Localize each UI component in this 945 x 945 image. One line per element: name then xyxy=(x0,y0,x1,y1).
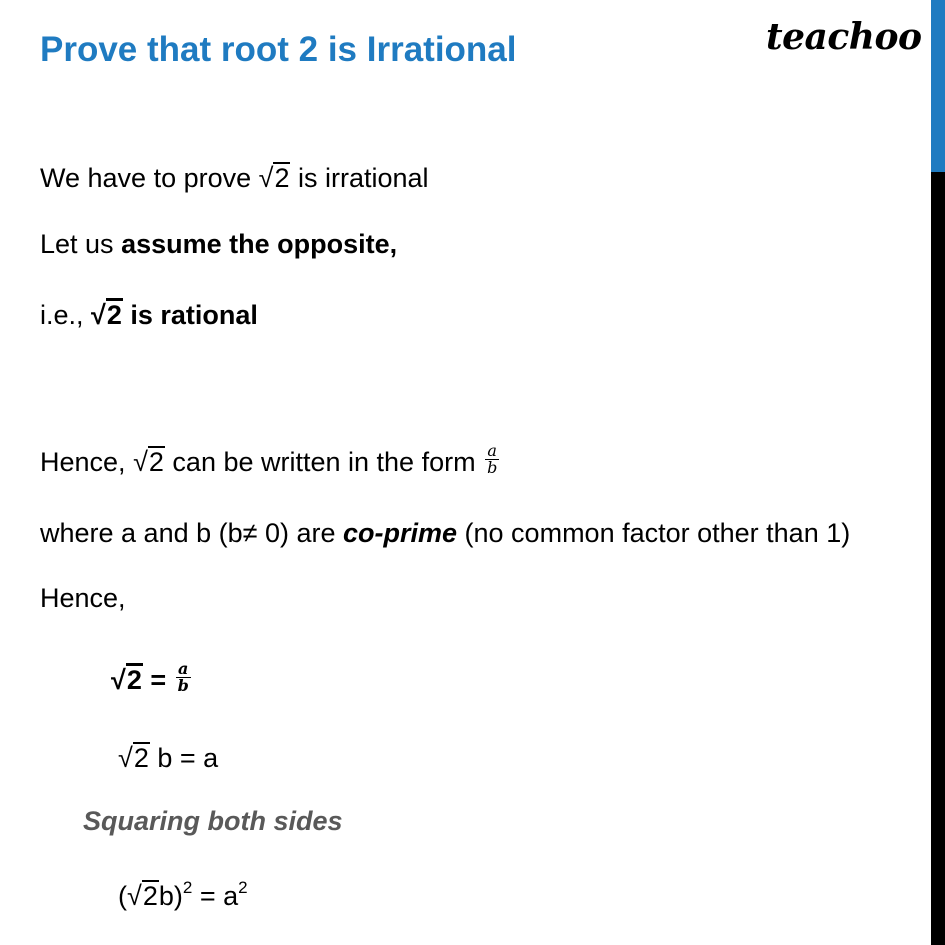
equation-sqrt2-equals-a-over-b xyxy=(111,658,191,699)
radicand: 2 xyxy=(133,743,149,773)
exponent: 2 xyxy=(238,878,248,897)
radicand: 2 xyxy=(148,447,164,477)
sqrt-sign: √ xyxy=(133,447,148,477)
equation-rest: b = a xyxy=(149,743,219,773)
coprime-line xyxy=(40,520,850,547)
assumption-bold: assume the opposite, xyxy=(121,229,398,259)
sqrt-expression xyxy=(133,446,165,476)
coprime-text: where a and b (b≠ 0) are xyxy=(40,518,343,548)
teachoo-logo: teachoo xyxy=(766,16,922,58)
statement-line xyxy=(40,162,429,192)
numerator: a xyxy=(176,661,191,679)
equation-squared xyxy=(118,880,248,910)
sqrt-sign: √ xyxy=(111,665,126,695)
radicand: 2 xyxy=(126,665,142,695)
sqrt-expression xyxy=(111,663,143,694)
numerator: a xyxy=(485,443,499,461)
equation-sqrt2-b-equals-a xyxy=(118,742,218,772)
squaring-subheading: Squaring both sides xyxy=(83,806,343,836)
assumption-line xyxy=(40,231,397,258)
exponent: 2 xyxy=(182,878,193,897)
ie-line xyxy=(40,298,258,329)
equals-sign: = xyxy=(142,665,174,695)
radicand: 2 xyxy=(106,300,122,330)
equals-a: = a xyxy=(192,881,239,911)
sqrt-sign: √ xyxy=(127,881,142,911)
hence-line: Hence, xyxy=(40,583,126,613)
sqrt-sign: √ xyxy=(118,743,133,773)
ie-bold: is rational xyxy=(122,300,258,330)
denominator: b xyxy=(177,676,189,696)
sqrt-sign: √ xyxy=(258,163,274,193)
sqrt-sign: √ xyxy=(91,300,106,330)
form-line xyxy=(40,440,499,481)
sqrt-expression xyxy=(91,298,123,329)
close-paren: b) xyxy=(158,881,183,911)
statement-text-end: is irrational xyxy=(290,163,429,193)
sqrt-expression xyxy=(127,880,159,910)
ie-text: i.e., xyxy=(40,300,92,330)
radicand: 2 xyxy=(274,163,290,193)
coprime-text-end: (no common factor other than 1) xyxy=(457,518,851,548)
radicand: 2 xyxy=(142,881,158,911)
fraction-a-over-b xyxy=(176,658,191,696)
page-title: Prove that root 2 is Irrational xyxy=(40,30,517,69)
sqrt-expression xyxy=(259,162,291,192)
statement-text: We have to prove xyxy=(40,163,259,193)
right-edge-accent-bar xyxy=(931,0,945,172)
form-text-mid: can be written in the form xyxy=(164,447,484,477)
open-paren: ( xyxy=(118,881,127,911)
coprime-term: co-prime xyxy=(343,518,458,548)
assumption-text: Let us xyxy=(40,229,122,259)
sqrt-expression xyxy=(118,742,150,772)
denominator: b xyxy=(487,458,498,478)
fraction-a-over-b xyxy=(485,440,499,478)
form-text: Hence, xyxy=(40,447,134,477)
